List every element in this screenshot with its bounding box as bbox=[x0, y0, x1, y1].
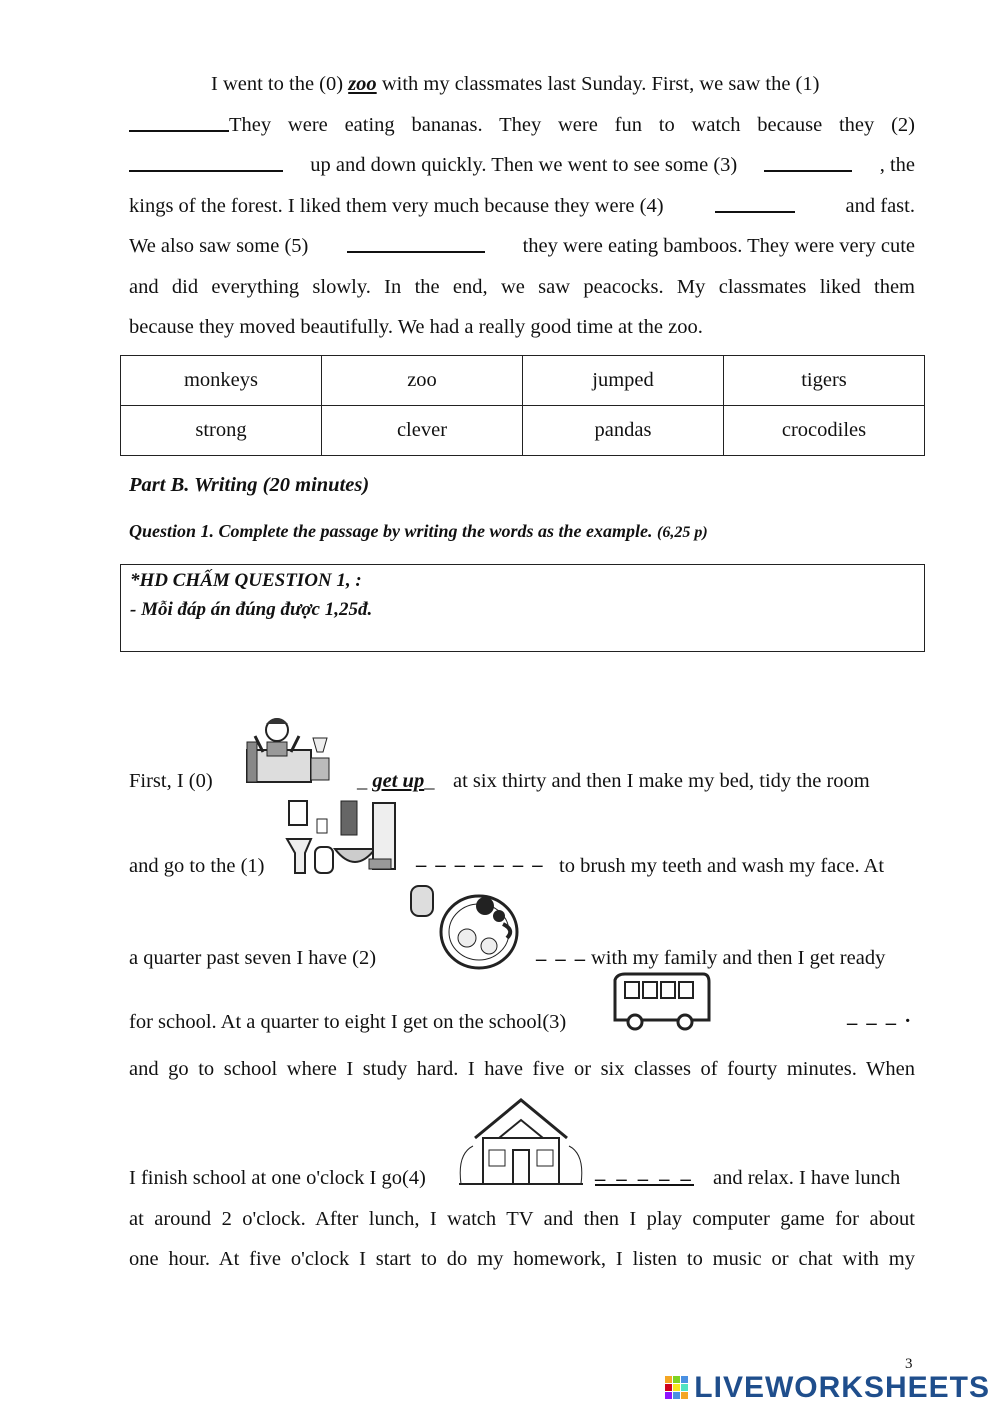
passage-a-line-6: and did everything slowly. In the end, we saw peacocks. My classmates liked them bbox=[129, 276, 915, 298]
word-cell: crocodiles bbox=[724, 406, 925, 456]
text: I went to the (0) bbox=[211, 73, 344, 95]
passage-b-line-2 bbox=[129, 847, 915, 878]
text: with my classmates last Sunday. First, we saw the (1) bbox=[381, 73, 820, 95]
text: First, I (0) bbox=[129, 770, 213, 792]
table-row bbox=[121, 406, 925, 456]
word-cell: tigers bbox=[724, 356, 925, 406]
passage-a-line-5 bbox=[129, 235, 915, 258]
blank-2[interactable] bbox=[129, 154, 283, 172]
text: and fast. bbox=[845, 195, 915, 217]
text: with my family and then I get ready bbox=[591, 947, 886, 969]
text: We also saw some (5) bbox=[129, 235, 309, 257]
table-row bbox=[121, 356, 925, 406]
passage-a-line-3 bbox=[129, 154, 915, 177]
boy-in-bed-icon bbox=[243, 712, 333, 784]
text: kings of the forest. I liked them very much because they were (4) bbox=[129, 195, 664, 217]
grading-box bbox=[120, 564, 925, 652]
part-b-title: Part B. Writing (20 minutes) bbox=[129, 474, 370, 496]
word-box-table bbox=[120, 355, 925, 456]
house-icon bbox=[455, 1094, 587, 1190]
question-1-instruction bbox=[129, 521, 708, 542]
text: I finish school at one o'clock I go(4) bbox=[129, 1167, 426, 1189]
blank-b3[interactable]: _ _ _ . bbox=[847, 1005, 913, 1027]
passage-a-line-2 bbox=[129, 114, 915, 137]
passage-b-line-7: at around 2 o'clock. After lunch, I watch TV and then I play computer game for about bbox=[129, 1208, 915, 1230]
bathroom-icon bbox=[283, 797, 401, 877]
blank-b4[interactable]: _ _ _ _ _ bbox=[595, 1161, 694, 1186]
breakfast-icon bbox=[407, 876, 525, 970]
passage-a-line-7: because they moved beautifully. We had a really good time at the zoo. bbox=[129, 316, 703, 338]
blank-3[interactable] bbox=[764, 154, 852, 172]
text: , the bbox=[879, 154, 915, 176]
text: they were eating bamboos. They were very cute bbox=[522, 235, 915, 257]
word-cell: jumped bbox=[523, 356, 724, 406]
question-points: (6,25 p) bbox=[657, 524, 708, 541]
passage-a-line-4 bbox=[129, 195, 915, 218]
page-number: 3 bbox=[905, 1356, 913, 1372]
word-cell: clever bbox=[322, 406, 523, 456]
word-cell: strong bbox=[121, 406, 322, 456]
text: and go to the (1) bbox=[129, 855, 265, 877]
passage-a-line-1 bbox=[129, 73, 915, 96]
brand-name[interactable]: LIVEWORKSHEETS bbox=[694, 1371, 990, 1404]
text: at six thirty and then I make my bed, tidy the room bbox=[453, 770, 870, 792]
text: They were eating bananas. They were fun to watch because they (2) bbox=[229, 114, 915, 136]
blank-5[interactable] bbox=[347, 235, 485, 253]
word-cell: monkeys bbox=[121, 356, 322, 406]
example-answer-zoo: zoo bbox=[348, 73, 377, 95]
liveworksheets-logo-icon bbox=[664, 1375, 690, 1401]
text: a quarter past seven I have (2) bbox=[129, 947, 377, 969]
text: for school. At a quarter to eight I get on the school(3) bbox=[129, 1011, 567, 1033]
blank-b1[interactable]: _ _ _ _ _ _ _ bbox=[416, 847, 545, 869]
passage-b-line-8: one hour. At five o'clock I start to do my homework, I listen to music or chat with my bbox=[129, 1248, 915, 1270]
word-cell: pandas bbox=[523, 406, 724, 456]
blank-4[interactable] bbox=[715, 195, 795, 213]
grading-title: *HD CHẤM QUESTION 1, : bbox=[130, 570, 362, 591]
question-text: Question 1. Complete the passage by writing the words as the example. bbox=[129, 521, 653, 541]
text: to brush my teeth and wash my face. At bbox=[559, 855, 885, 877]
liveworksheets-logo bbox=[664, 1371, 990, 1405]
text: and relax. I have lunch bbox=[713, 1167, 901, 1189]
blank-1[interactable] bbox=[129, 114, 229, 132]
word-cell: zoo bbox=[322, 356, 523, 406]
grading-note: - Mỗi đáp án đúng được 1,25đ. bbox=[130, 599, 373, 620]
text: up and down quickly. Then we went to see some (3) bbox=[310, 154, 738, 176]
blank-b2[interactable]: _ _ _ bbox=[536, 941, 587, 963]
school-bus-icon bbox=[607, 970, 711, 1034]
answer-0: _ get up_ bbox=[357, 770, 435, 792]
example-answer-get-up: get up bbox=[372, 770, 425, 792]
passage-b-line-4 bbox=[129, 1005, 915, 1034]
passage-b-line-5: and go to school where I study hard. I have five or six classes of fourty minutes. When bbox=[129, 1058, 915, 1080]
